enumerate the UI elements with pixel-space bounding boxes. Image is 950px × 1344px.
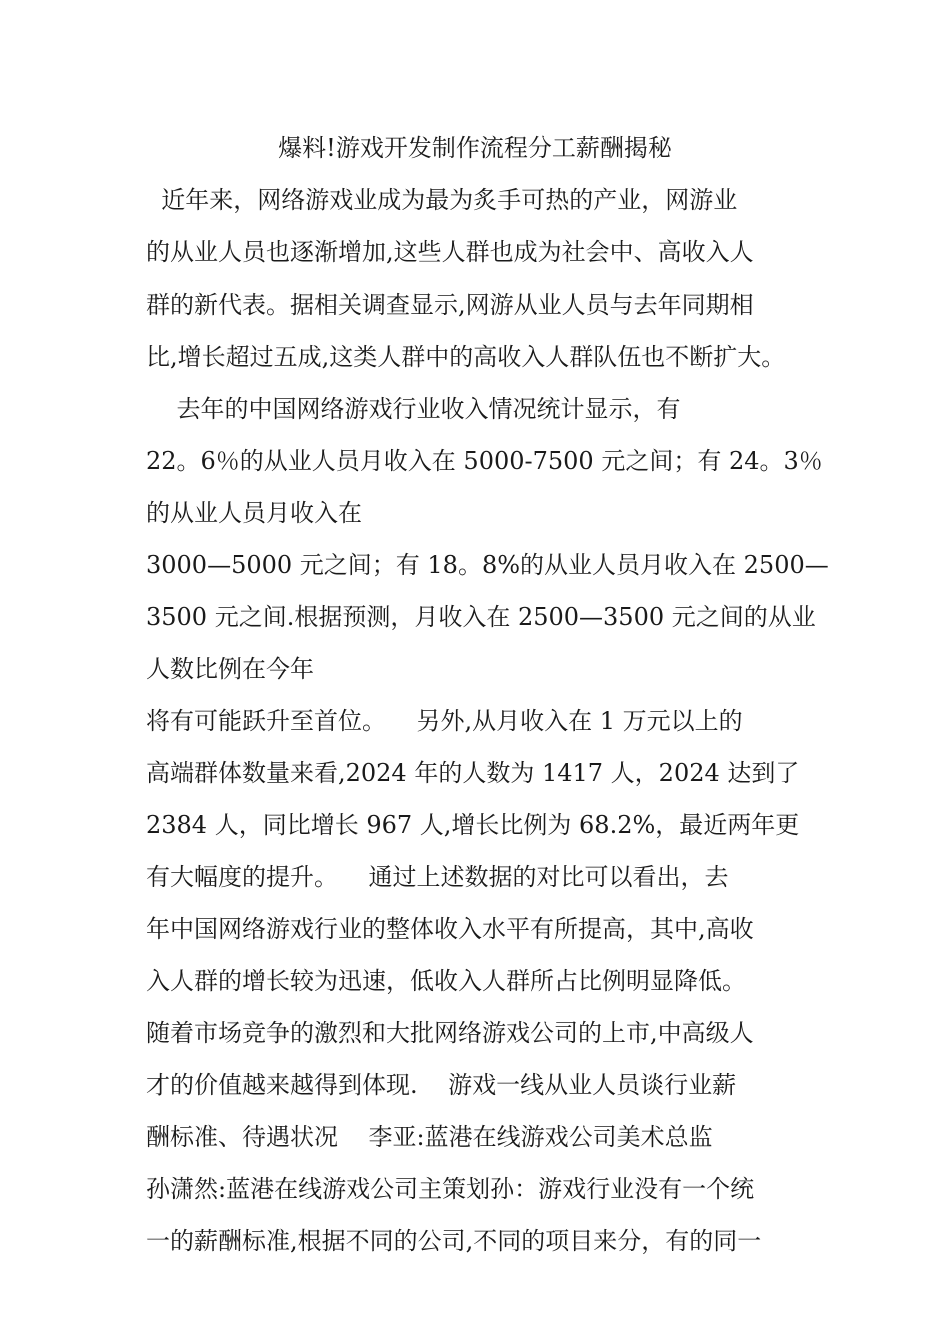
body-line: 才的价值越来越得到体现. 游戏一线从业人员谈行业薪 [146,1071,737,1099]
body-line: 人数比例在今年 [146,655,314,683]
body-line: 将有可能跃升至首位。 另外,从月收入在 1 万元以上的 [146,707,743,735]
body-line: 入人群的增长较为迅速，低收入人群所占比例明显降低。 [146,967,746,995]
body-line: 群的新代表。据相关调查显示,网游从业人员与去年同期相 [146,291,754,319]
body-line: 22。6％的从业人员月收入在 5000-7500 元之间；有 24。3％ [146,447,823,475]
body-line: 去年的中国网络游戏行业收入情况统计显示，有 [146,395,681,423]
body-line: 近年来，网络游戏业成为最为炙手可热的产业，网游业 [146,186,738,214]
document-title: 爆料!游戏开发制作流程分工薪酬揭秘 [278,134,672,162]
body-line: 的从业人员也逐渐增加,这些人群也成为社会中、高收入人 [146,238,754,266]
body-line: 比,增长超过五成,这类人群中的高收入人群队伍也不断扩大。 [146,343,786,371]
body-line: 年中国网络游戏行业的整体收入水平有所提高，其中,高收 [146,915,754,943]
body-line: 随着市场竞争的激烈和大批网络游戏公司的上市,中高级人 [146,1019,754,1047]
body-line: 孙潇然:蓝港在线游戏公司主策划孙：游戏行业没有一个统 [146,1175,755,1203]
body-line: 3000—5000 元之间；有 18。8%的从业人员月收入在 2500— [146,551,829,579]
body-line: 酬标准、待遇状况 李亚:蓝港在线游戏公司美术总监 [146,1123,713,1151]
body-line: 有大幅度的提升。 通过上述数据的对比可以看出，去 [146,863,729,891]
body-line: 的从业人员月收入在 [146,499,362,527]
body-line: 高端群体数量来看,2024 年的人数为 1417 人，2024 达到了 [146,759,800,787]
body-line: 一的薪酬标准,根据不同的公司,不同的项目来分，有的同一 [146,1227,762,1255]
body-line: 3500 元之间.根据预测，月收入在 2500—3500 元之间的从业 [146,603,816,631]
body-line: 2384 人，同比增长 967 人,增长比例为 68.2%，最近两年更 [146,811,800,839]
